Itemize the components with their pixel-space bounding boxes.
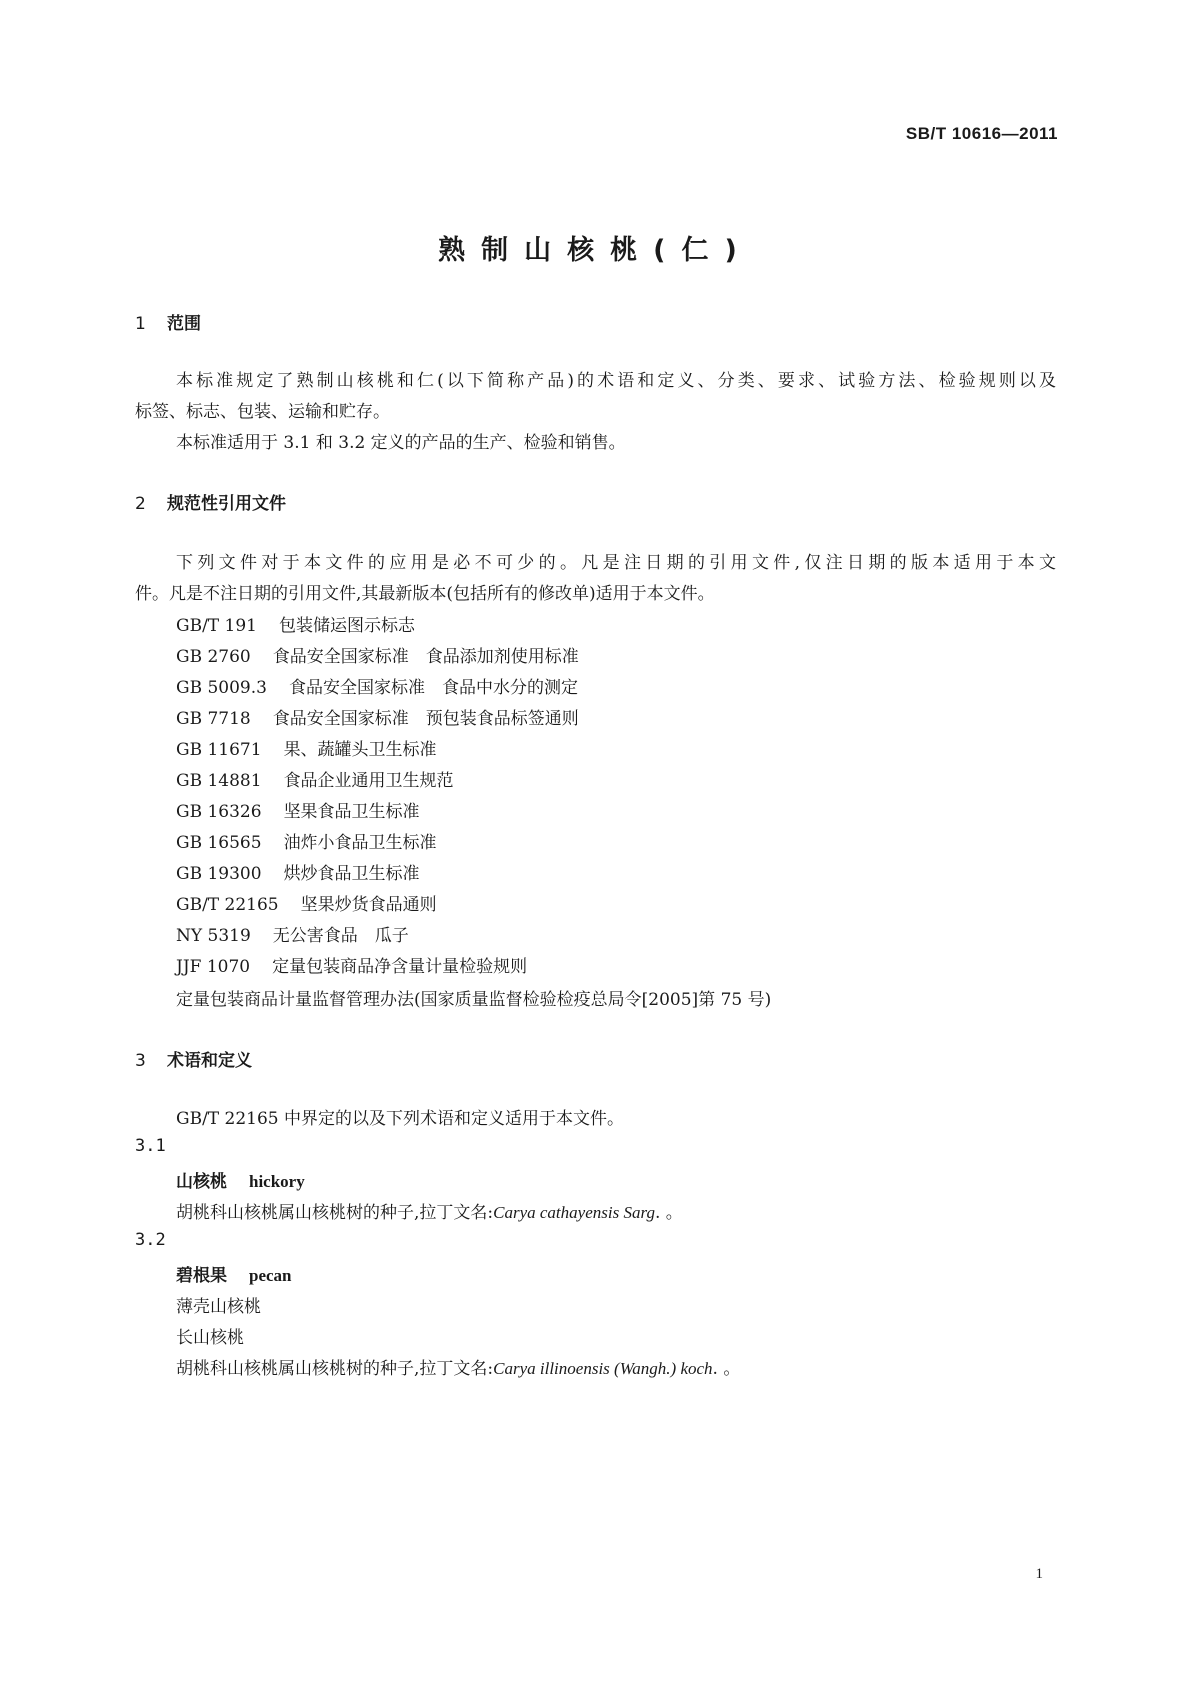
section-number: 3	[135, 1051, 146, 1071]
reference-code: GB 2760	[176, 647, 251, 667]
reference-item	[176, 766, 1056, 791]
definition-end: . 。	[712, 1359, 741, 1379]
paragraph-line: GB/T 22165 中界定的以及下列术语和定义适用于本文件。	[176, 1109, 625, 1129]
reference-title: 坚果炒货食品通则	[300, 895, 437, 915]
paragraph-line: 标签、标志、包装、运输和贮存。	[135, 402, 390, 422]
reference-title: 食品企业通用卫生规范	[283, 771, 454, 791]
section-number: 2	[135, 494, 146, 514]
reference-item: 定量包装商品计量监督管理办法(国家质量监督检验检疫总局令[2005]第 75 号)	[176, 990, 772, 1010]
reference-code: GB 16326	[176, 802, 262, 822]
term-definition	[176, 1198, 1056, 1223]
reference-code: GB 14881	[176, 771, 262, 791]
section-number: 1	[135, 314, 146, 334]
term-chinese: 山核桃	[176, 1172, 227, 1192]
reference-item	[176, 735, 1056, 760]
reference-item	[176, 673, 1056, 698]
reference-code: GB 7718	[176, 709, 251, 729]
reference-title: 食品安全国家标准 预包装食品标签通则	[272, 709, 579, 729]
section-title: 术语和定义	[167, 1051, 252, 1071]
term-english: hickory	[249, 1172, 305, 1191]
section-3-heading	[135, 1046, 252, 1071]
term-number: 3.1	[135, 1136, 166, 1156]
reference-title: 果、蔬罐头卫生标准	[283, 740, 437, 760]
reference-item	[176, 797, 1056, 822]
term-alias: 长山核桃	[176, 1328, 244, 1348]
section-2-heading	[135, 489, 286, 514]
reference-title: 坚果食品卫生标准	[283, 802, 420, 822]
document-code: SB/T 10616—2011	[905, 124, 1058, 143]
reference-item	[176, 952, 1056, 977]
term-definition	[176, 1354, 1056, 1379]
reference-code: JJF 1070	[176, 957, 251, 977]
term-alias: 薄壳山核桃	[176, 1297, 261, 1317]
document-title: 熟制山核桃(仁)	[438, 235, 753, 266]
reference-title: 定量包装商品净含量计量检验规则	[272, 957, 528, 977]
section-title: 规范性引用文件	[167, 494, 286, 514]
reference-code: GB 16565	[176, 833, 262, 853]
reference-title: 食品安全国家标准 食品添加剂使用标准	[272, 647, 579, 667]
reference-item	[176, 611, 1056, 636]
reference-item	[176, 704, 1056, 729]
page-number: 1	[1035, 1566, 1043, 1582]
section-1-heading	[135, 309, 201, 334]
reference-item	[176, 859, 1056, 884]
term-entry	[176, 1167, 305, 1192]
reference-title: 食品安全国家标准 食品中水分的测定	[288, 678, 578, 698]
paragraph-line: 件。凡是不注日期的引用文件,其最新版本(包括所有的修改单)适用于本文件。	[135, 584, 715, 604]
definition-text: 胡桃科山核桃属山核桃树的种子,拉丁文名:	[176, 1359, 494, 1379]
reference-code: GB 5009.3	[176, 678, 267, 698]
term-entry	[176, 1261, 292, 1286]
paragraph-line: 本标准适用于 3.1 和 3.2 定义的产品的生产、检验和销售。	[176, 433, 626, 453]
paragraph-line: 本标准规定了熟制山核桃和仁(以下简称产品)的术语和定义、分类、要求、试验方法、检验规则以及	[176, 371, 1056, 391]
reference-item	[176, 828, 1056, 853]
reference-item	[176, 642, 1056, 667]
paragraph-line: 下列文件对于本文件的应用是必不可少的。凡是注日期的引用文件,仅注日期的版本适用于本文	[176, 553, 1056, 573]
latin-name: Carya cathayensis Sarg	[493, 1203, 655, 1222]
latin-name: Carya illinoensis (Wangh.) koch	[493, 1359, 713, 1378]
section-title: 范围	[167, 314, 201, 334]
reference-code: GB/T 22165	[176, 895, 279, 915]
reference-title: 包装储运图示标志	[279, 616, 415, 636]
reference-code: NY 5319	[176, 926, 251, 946]
reference-title: 油炸小食品卫生标准	[283, 833, 437, 853]
reference-code: GB 11671	[176, 740, 262, 760]
definition-text: 胡桃科山核桃属山核桃树的种子,拉丁文名:	[176, 1203, 494, 1223]
reference-title: 烘炒食品卫生标准	[283, 864, 420, 884]
reference-item	[176, 890, 1056, 915]
term-chinese: 碧根果	[176, 1266, 227, 1286]
term-number: 3.2	[135, 1230, 166, 1250]
term-english: pecan	[249, 1266, 292, 1285]
reference-title: 无公害食品 瓜子	[272, 926, 409, 946]
reference-code: GB/T 191	[176, 616, 257, 636]
definition-end: . 。	[654, 1203, 683, 1223]
reference-code: GB 19300	[176, 864, 262, 884]
reference-item	[176, 921, 1056, 946]
